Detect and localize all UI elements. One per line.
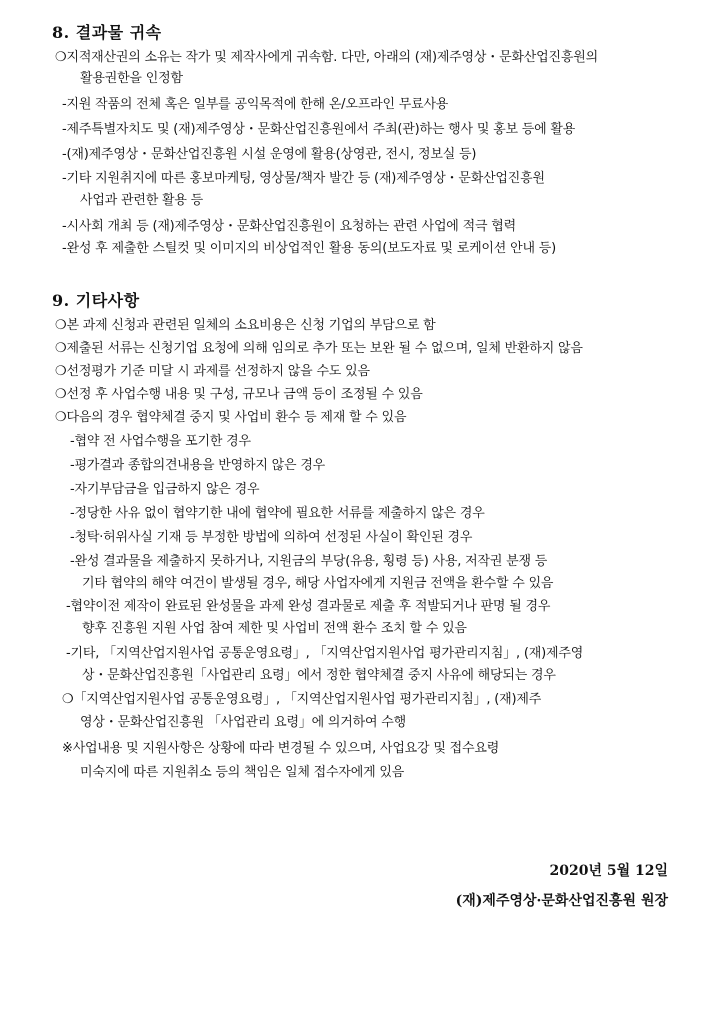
dash-bullet-icon: -: [66, 599, 71, 614]
list-item: ❍지적재산권의 소유는 작가 및 제작사에게 귀속함. 다만, 아래의 (재)제주영상・문화산업진흥원의: [55, 50, 598, 65]
dash-bullet-icon: -: [70, 458, 75, 473]
list-item: ❍선정평가 기준 미달 시 과제를 선정하지 않을 수도 있음: [55, 364, 370, 379]
circle-bullet-icon: ❍: [55, 364, 67, 379]
signature-issuer: (재)제주영상·문화산업진흥원 원장: [455, 893, 668, 909]
list-item: ❍제출된 서류는 신청기업 요청에 의해 임의로 추가 또는 보완 될 수 없으며, 일체 반환하지 않음: [55, 341, 583, 356]
list-item: -평가결과 종합의견내용을 반영하지 않은 경우: [70, 458, 326, 473]
circle-bullet-icon: ❍: [55, 410, 67, 425]
dash-bullet-icon: -: [70, 434, 75, 449]
circle-bullet-icon: ❍: [55, 341, 67, 356]
list-item: ❍선정 후 사업수행 내용 및 구성, 규모나 금액 등이 조정될 수 있음: [55, 387, 423, 402]
signature-date: 2020년 5월 12일: [549, 863, 668, 879]
list-item-continuation: 향후 진흥원 지원 사업 참여 제한 및 사업비 전액 환수 조치 할 수 있음: [82, 621, 467, 636]
circle-bullet-icon: ❍: [55, 50, 67, 65]
list-item-continuation: 기타 협약의 해약 여건이 발생될 경우, 해당 사업자에게 지원금 전액을 환수할 수 있음: [82, 576, 554, 591]
dash-bullet-icon: -: [66, 646, 71, 661]
circle-bullet-icon: ❍: [62, 692, 74, 707]
list-item: ❍「지역산업지원사업 공통운영요령」, 「지역산업지원사업 평가관리지침」, (재)제주: [62, 692, 542, 707]
list-item: -완성 후 제출한 스틸컷 및 이미지의 비상업적인 활용 동의(보도자료 및 로케이션 안내 등): [62, 241, 556, 256]
list-item-continuation: 사업과 관련한 활용 등: [80, 193, 204, 208]
circle-bullet-icon: ❍: [55, 387, 67, 402]
dash-bullet-icon: -: [70, 506, 75, 521]
list-item-continuation: 상・문화산업진흥원「사업관리 요령」에서 정한 협약체결 중지 사유에 해당되는 경우: [82, 668, 556, 683]
list-item: -기타 지원취지에 따른 홍보마케팅, 영상물/책자 발간 등 (재)제주영상・문화산업진흥원: [62, 171, 545, 186]
list-item: -협약 전 사업수행을 포기한 경우: [70, 434, 251, 449]
list-item: -(재)제주영상・문화산업진흥원 시설 운영에 활용(상영관, 전시, 정보실 등): [62, 147, 477, 162]
dash-bullet-icon: -: [62, 97, 67, 112]
list-item-continuation: 영상・문화산업진흥원 「사업관리 요령」에 의거하여 수행: [80, 715, 407, 730]
list-item: -자기부담금을 입금하지 않은 경우: [70, 482, 260, 497]
note-item-continuation: 미숙지에 따른 지원취소 등의 책임은 일체 접수자에게 있음: [80, 765, 405, 780]
circle-bullet-icon: ❍: [55, 318, 67, 333]
list-item: -완성 결과물을 제출하지 못하거나, 지원금의 부당(유용, 횡령 등) 사용, 저작권 분쟁 등: [70, 554, 548, 569]
dash-bullet-icon: -: [70, 530, 75, 545]
list-item: ❍다음의 경우 협약체결 중지 및 사업비 환수 등 제재 할 수 있음: [55, 410, 407, 425]
dash-bullet-icon: -: [62, 147, 67, 162]
section-8-title: 8. 결과물 귀속: [52, 23, 162, 42]
list-item: -시사회 개최 등 (재)제주영상・문화산업진흥원이 요청하는 관련 사업에 적극 협력: [62, 219, 516, 234]
list-item: -청탁·허위사실 기재 등 부정한 방법에 의하여 선정된 사실이 확인된 경우: [70, 530, 473, 545]
list-item: -협약이전 제작이 완료된 완성물을 과제 완성 결과물로 제출 후 적발되거나 판명 될 경우: [66, 599, 551, 614]
list-item: -제주특별자치도 및 (재)제주영상・문화산업진흥원에서 주최(관)하는 행사 및 홍보 등에 활용: [62, 122, 576, 137]
list-item-continuation: 활용권한을 인정함: [80, 71, 183, 86]
list-item: -정당한 사유 없이 협약기한 내에 협약에 필요한 서류를 제출하지 않은 경우: [70, 506, 485, 521]
dash-bullet-icon: -: [62, 219, 67, 234]
section-9-title: 9. 기타사항: [52, 291, 140, 310]
dash-bullet-icon: -: [70, 482, 75, 497]
reference-mark-icon: ※: [62, 741, 73, 756]
note-item: ※사업내용 및 지원사항은 상황에 따라 변경될 수 있으며, 사업요강 및 접수요령: [62, 741, 500, 756]
dash-bullet-icon: -: [62, 122, 67, 137]
list-item: -기타, 「지역산업지원사업 공통운영요령」, 「지역산업지원사업 평가관리지침」, (재)제주영: [66, 646, 584, 661]
list-item: -지원 작품의 전체 혹은 일부를 공익목적에 한해 온/오프라인 무료사용: [62, 97, 449, 112]
list-item: ❍본 과제 신청과 관련된 일체의 소요비용은 신청 기업의 부담으로 함: [55, 318, 436, 333]
dash-bullet-icon: -: [62, 171, 67, 186]
dash-bullet-icon: -: [70, 554, 75, 569]
dash-bullet-icon: -: [62, 241, 67, 256]
